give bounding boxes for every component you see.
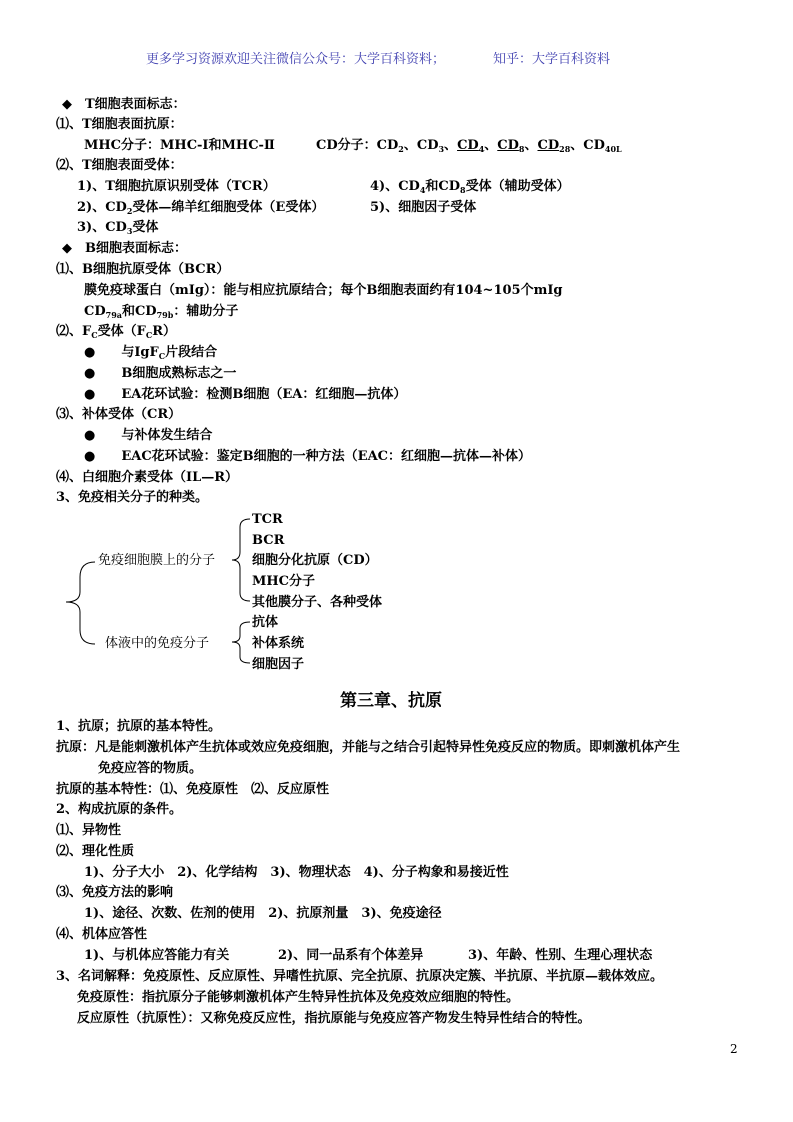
cd-item: CD [583,138,605,153]
cond-2: ⑵、理化性质 [56,844,135,859]
sub: 40L [604,144,622,154]
tree-group1-item: TCR [252,512,283,527]
cond-4-item-2: 2)、同一品系有个体差异 [278,948,424,963]
conditions-title: 2、构成抗原的条件。 [56,802,183,817]
chapter-title: 第三章、抗原 [340,691,442,711]
header-right: 知乎：大学百科资料 [493,52,611,67]
cd-item: $CD_4$ [457,138,485,154]
cd79: $CD_{79a}$和$CD_{79b}$：辅助分子 [84,304,239,320]
mhc-text: MHC分子：MHC-Ⅰ和MHC-Ⅱ [84,138,275,153]
cond-2-items: 1)、分子大小 2)、化学结构 3)、物理状态 4)、分子构象和易接近性 [84,865,509,880]
cond-4-item-3: 3)、年龄、性别、生理心理状态 [468,948,653,963]
cd-item: CD [376,138,399,153]
cond-1: ⑴、异物性 [56,823,122,838]
fc-item-2: ● B细胞成熟标志之一 [84,366,237,381]
cd-line: CD分子：$CD_2$、$CD_3$、$CD_4$、$CD_8$、$CD_{28}$、$CD_{40L}$ [316,138,622,154]
tree-group2-item: 细胞因子 [252,657,305,672]
cond-3: ⑶、免疫方法的影响 [56,885,174,900]
cytokine-receptor: 5)、细胞因子受体 [370,200,477,215]
tree-group1-item: 其他膜分子、各种受体 [252,595,383,610]
cd-item: $CD_8$ [497,138,525,154]
cd-prefix: CD分子： [316,138,377,153]
cond-4-item-1: 1)、与机体应答能力有关 [84,948,230,963]
fc-receptor: ⑵、$F_C$受体$(F_CR)$ [56,324,177,340]
cd-item: CD [416,138,439,153]
cond-4: ⑷、机体应答性 [56,927,148,942]
t-antigen: ⑴、T细胞表面抗原： [56,117,183,132]
tree-group2: 体液中的免疫分子 [105,636,210,651]
t-markers-title: ◆ T细胞表面标志： [62,97,186,112]
mig: 膜免疫球蛋白（mIg）：能与相应抗原结合；每个B细胞表面约有104~105个mIg [84,283,563,298]
bcr: ⑴、B细胞抗原受体（BCR） [56,262,230,277]
cr-item-1: ● 与补体发生结合 [84,428,213,443]
tree-group2-item: 补体系统 [252,636,305,651]
b-markers-title: ◆ B细胞表面标志： [62,241,187,256]
tcr: 1)、T细胞抗原识别受体（TCR） [77,179,276,194]
kinds-title: 3、免疫相关分子的种类。 [56,490,209,505]
t-receptor: ⑵、T细胞表面受体： [56,158,183,173]
sub: 2 [398,144,404,154]
term-2: 反应原性（抗原性）：又称免疫反应性，指抗原能与免疫应答产物发生特异性结合的特性。 [77,1011,591,1026]
antigen-props: 抗原的基本特性：⑴、免疫原性 ⑵、反应原性 [56,782,330,797]
terms-title: 3、名词解释：免疫原性、反应原性、异嗜性抗原、完全抗原、抗原决定簇、半抗原、半抗原—载体效应。 [56,969,664,984]
term-1: 免疫原性：指抗原分子能够刺激机体产生特异性抗体及免疫效应细胞的特性。 [77,990,520,1005]
fc-item-1: ● 与IgF$_C$片段结合 [84,345,218,361]
cd4cd8: 4)、$CD_4$和$CD_8$受体（辅助受体） [370,179,570,195]
sub: 3 [438,144,445,154]
antigen-def-1: 抗原：凡是能刺激机体产生抗体或效应免疫细胞，并能与之结合引起特异性免疫反应的物质。即刺激机体产生 [56,740,681,755]
header-left: 更多学习资源欢迎关注微信公众号：大学百科资料； [146,52,446,67]
cr-item-2: ● EAC花环试验：鉴定B细胞的一种方法（EAC：红细胞—抗体—补体） [84,449,532,464]
brace-group1 [232,519,250,601]
tree-group1-item: MHC分子 [252,574,316,589]
brace-group2 [232,622,250,663]
complement-receptor: ⑶、补体受体（CR） [56,407,182,422]
tree-group2-item: 抗体 [252,615,279,630]
il-receptor: ⑷、白细胞介素受体（IL—R） [56,470,239,485]
fc-item-3: ● EA花环试验：检测B细胞（EA：红细胞—抗体） [84,387,407,402]
cd-item: $CD_{28}$ [537,138,571,154]
outer-brace [66,562,95,644]
page-number: 2 [730,1042,738,1056]
tree-group1-item: BCR [252,533,285,548]
cd2: 2)、$CD_2$受体—绵羊红细胞受体（E受体） [77,200,325,216]
tree-group1: 免疫细胞膜上的分子 [98,553,216,568]
cd3: 3)、$CD_3$受体 [77,220,159,236]
antigen-def-2: 免疫应答的物质。 [98,761,203,776]
antigen-def-title: 1、抗原；抗原的基本特性。 [56,719,222,734]
tree-group1-item: 细胞分化抗原（CD） [252,553,378,568]
cond-3-items: 1)、途径、次数、佐剂的使用 2)、抗原剂量 3)、免疫途径 [84,906,442,921]
